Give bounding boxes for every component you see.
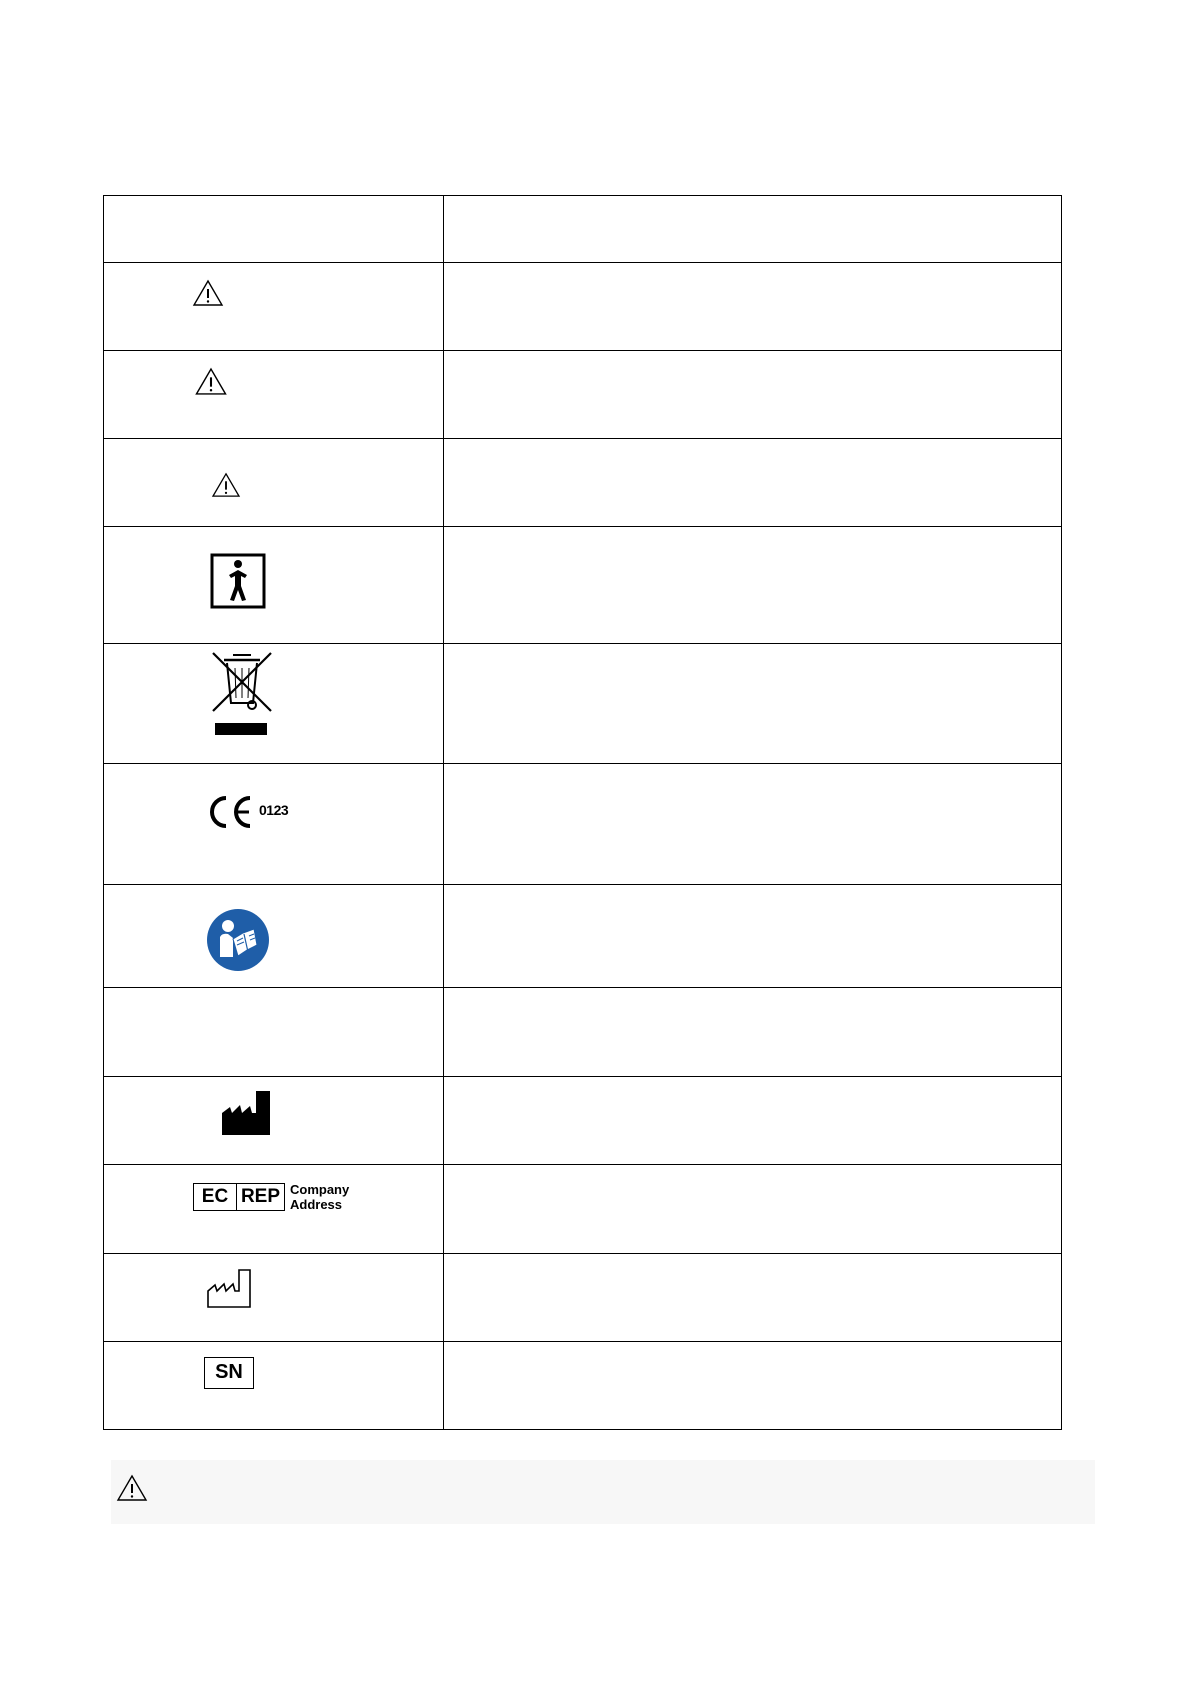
warning-triangle-icon: [211, 472, 241, 498]
description-cell: [444, 1254, 1062, 1342]
table-row: [104, 764, 1062, 885]
table-row: [104, 1254, 1062, 1342]
symbol-cell: [104, 439, 444, 527]
date-of-manufacture-icon: [206, 1267, 252, 1309]
description-cell: [444, 644, 1062, 764]
symbol-cell: [104, 527, 444, 644]
header-description-cell: [444, 196, 1062, 263]
table-row: [104, 1165, 1062, 1254]
manufacturer-icon: [222, 1091, 270, 1135]
symbol-cell: [104, 885, 444, 988]
symbol-cell: [104, 988, 444, 1077]
description-cell: [444, 351, 1062, 439]
warning-note: [111, 1460, 1095, 1524]
description-cell: [444, 885, 1062, 988]
table-row: [104, 263, 1062, 351]
ec-rep-address-line: Address: [290, 1197, 343, 1212]
table-row: [104, 351, 1062, 439]
warning-triangle-icon: [194, 367, 228, 396]
ec-rep-company-line: Company: [290, 1182, 350, 1197]
symbol-cell: [104, 764, 444, 885]
table-row: [104, 439, 1062, 527]
description-cell: [444, 527, 1062, 644]
symbol-cell: [104, 263, 444, 351]
symbol-cell: [104, 1077, 444, 1165]
symbol-cell: [104, 644, 444, 764]
symbols-table: [103, 195, 1062, 1430]
description-cell: [444, 1342, 1062, 1430]
ec-rep-icon: [193, 1183, 285, 1211]
ce-notified-body-number: 0123: [259, 802, 289, 818]
ec-label: EC: [194, 1184, 237, 1210]
description-cell: [444, 988, 1062, 1077]
symbol-cell: [104, 1254, 444, 1342]
type-bf-applied-part-icon: [210, 553, 266, 609]
header-symbol-cell: [104, 196, 444, 263]
description-cell: [444, 1077, 1062, 1165]
read-instructions-icon: [207, 909, 269, 971]
table-row: [104, 527, 1062, 644]
weee-crossed-bin-icon: [211, 651, 273, 737]
table-row: [104, 885, 1062, 988]
symbol-cell: [104, 1165, 444, 1254]
table-row: [104, 988, 1062, 1077]
description-cell: [444, 1165, 1062, 1254]
symbol-cell: [104, 1342, 444, 1430]
warning-triangle-icon: [192, 279, 224, 307]
description-cell: [444, 263, 1062, 351]
table-row: [104, 1077, 1062, 1165]
symbol-cell: [104, 351, 444, 439]
ec-rep-company-block: [290, 1182, 349, 1212]
table-row: [104, 1342, 1062, 1430]
description-cell: [444, 439, 1062, 527]
serial-number-icon: SN: [204, 1357, 254, 1389]
table-row: [104, 644, 1062, 764]
description-cell: [444, 764, 1062, 885]
table-header-row: [104, 196, 1062, 263]
warning-triangle-icon: [116, 1474, 148, 1502]
rep-label: REP: [240, 1186, 281, 1207]
